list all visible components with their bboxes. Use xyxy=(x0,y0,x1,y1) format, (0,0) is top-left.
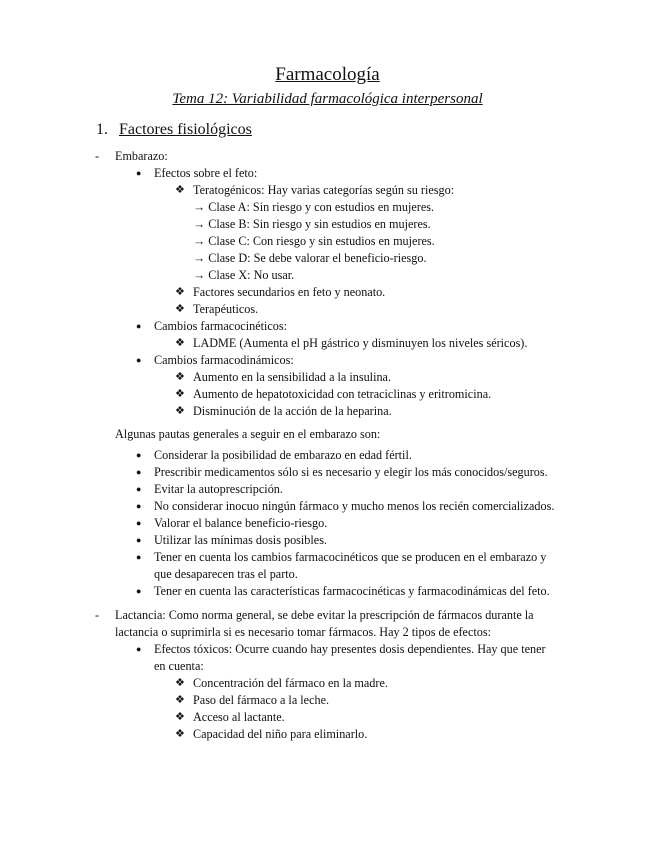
bullet-marker: ● xyxy=(136,552,142,562)
diamond-marker: ❖ xyxy=(175,286,185,298)
clase-item: → Clase B: Sin riesgo y sin estudios en mujeres. xyxy=(193,217,431,231)
bullet-marker: ● xyxy=(136,586,142,596)
bullet-marker: ● xyxy=(136,467,142,477)
lactancia-item: Acceso al lactante. xyxy=(193,710,285,724)
lactancia-text-continued: lactancia o suprimirla si es necesario tomar fármacos. Hay 2 tipos de efectos: xyxy=(115,625,491,639)
teratogenicos-item: Teratogénicos: Hay varias categorías según su riesgo: xyxy=(193,183,455,197)
pauta-item: Utilizar las mínimas dosis posibles. xyxy=(154,533,327,547)
lactancia-item: Paso del fármaco a la leche. xyxy=(193,693,330,707)
diamond-marker: ❖ xyxy=(175,303,185,315)
efectos-feto-label: Efectos sobre el feto: xyxy=(154,166,258,180)
diamond-marker: ❖ xyxy=(175,711,185,723)
pauta-item: Tener en cuenta las características farmacocinéticas y farmacodinámicas del feto. xyxy=(154,584,550,598)
lactancia-item: Capacidad del niño para eliminarlo. xyxy=(193,727,368,741)
bullet-marker: ● xyxy=(136,484,142,494)
bullet-marker: ● xyxy=(136,168,142,178)
pauta-item: Valorar el balance beneficio-riesgo. xyxy=(154,516,328,530)
section-title: Factores fisiológicos xyxy=(119,121,252,138)
farmacodinamicos-item: Aumento de hepatotoxicidad con tetraciclinas y eritromicina. xyxy=(193,387,492,401)
embarazo-label: Embarazo: xyxy=(115,149,168,163)
diamond-marker: ❖ xyxy=(175,405,185,417)
pauta-item: Evitar la autoprescripción. xyxy=(154,482,283,496)
page-subtitle: Tema 12: Variabilidad farmacológica interpersonal xyxy=(172,91,483,107)
clase-item: → Clase A: Sin riesgo y con estudios en mujeres. xyxy=(193,200,435,214)
bullet-marker: ● xyxy=(136,501,142,511)
diamond-marker: ❖ xyxy=(175,388,185,400)
diamond-marker: ❖ xyxy=(175,728,185,740)
bullet-marker: ● xyxy=(136,518,142,528)
farmacodinamicos-label: Cambios farmacodinámicos: xyxy=(154,353,294,367)
clase-item: → Clase X: No usar. xyxy=(193,268,295,282)
bullet-marker: ● xyxy=(136,450,142,460)
pauta-item: Prescribir medicamentos sólo si es necesario y elegir los más conocidos/seguros. xyxy=(154,465,548,479)
diamond-marker: ❖ xyxy=(175,677,185,689)
section-number: 1. xyxy=(96,121,108,138)
dash-marker: - xyxy=(95,149,100,163)
pauta-item: Tener en cuenta los cambios farmacocinéticos que se producen en el embarazo y xyxy=(154,550,547,564)
pauta-item: No considerar inocuo ningún fármaco y mucho menos los recién comercializados. xyxy=(154,499,555,513)
farmacodinamicos-item: Aumento en la sensibilidad a la insulina. xyxy=(193,370,392,384)
diamond-marker: ❖ xyxy=(175,371,185,383)
farmacodinamicos-item: Disminución de la acción de la heparina. xyxy=(193,404,392,418)
pauta-item: Considerar la posibilidad de embarazo en edad fértil. xyxy=(154,448,412,462)
diamond-marker: ❖ xyxy=(175,184,185,196)
clase-item: → Clase C: Con riesgo y sin estudios en mujeres. xyxy=(193,234,435,248)
ladme-item: LADME (Aumenta el pH gástrico y disminuyen los niveles séricos). xyxy=(193,336,528,350)
bullet-marker: ● xyxy=(136,535,142,545)
dash-marker: - xyxy=(95,608,100,622)
efectos-toxicos: Efectos tóxicos: Ocurre cuando hay presentes dosis dependientes. Hay que tener xyxy=(154,642,546,656)
efectos-toxicos-continued: en cuenta: xyxy=(154,659,204,673)
farmacocineticos-label: Cambios farmacocinéticos: xyxy=(154,319,288,333)
page-title: Farmacología xyxy=(275,64,380,85)
clase-item: → Clase D: Se debe valorar el beneficio-riesgo. xyxy=(193,251,427,265)
lactancia-text: Lactancia: Como norma general, se debe evitar la prescripción de fármacos durante la xyxy=(115,608,534,622)
pautas-intro: Algunas pautas generales a seguir en el embarazo son: xyxy=(115,427,381,441)
diamond-marker: ❖ xyxy=(175,694,185,706)
section-heading xyxy=(96,121,252,139)
bullet-marker: ● xyxy=(136,644,142,654)
bullet-marker: ● xyxy=(136,355,142,365)
secundarios-item: Factores secundarios en feto y neonato. xyxy=(193,285,386,299)
lactancia-item: Concentración del fármaco en la madre. xyxy=(193,676,388,690)
terapeuticos-item: Terapéuticos. xyxy=(193,302,259,316)
pauta-item-continued: que desaparecen tras el parto. xyxy=(154,567,298,581)
diamond-marker: ❖ xyxy=(175,337,185,349)
bullet-marker: ● xyxy=(136,321,142,331)
